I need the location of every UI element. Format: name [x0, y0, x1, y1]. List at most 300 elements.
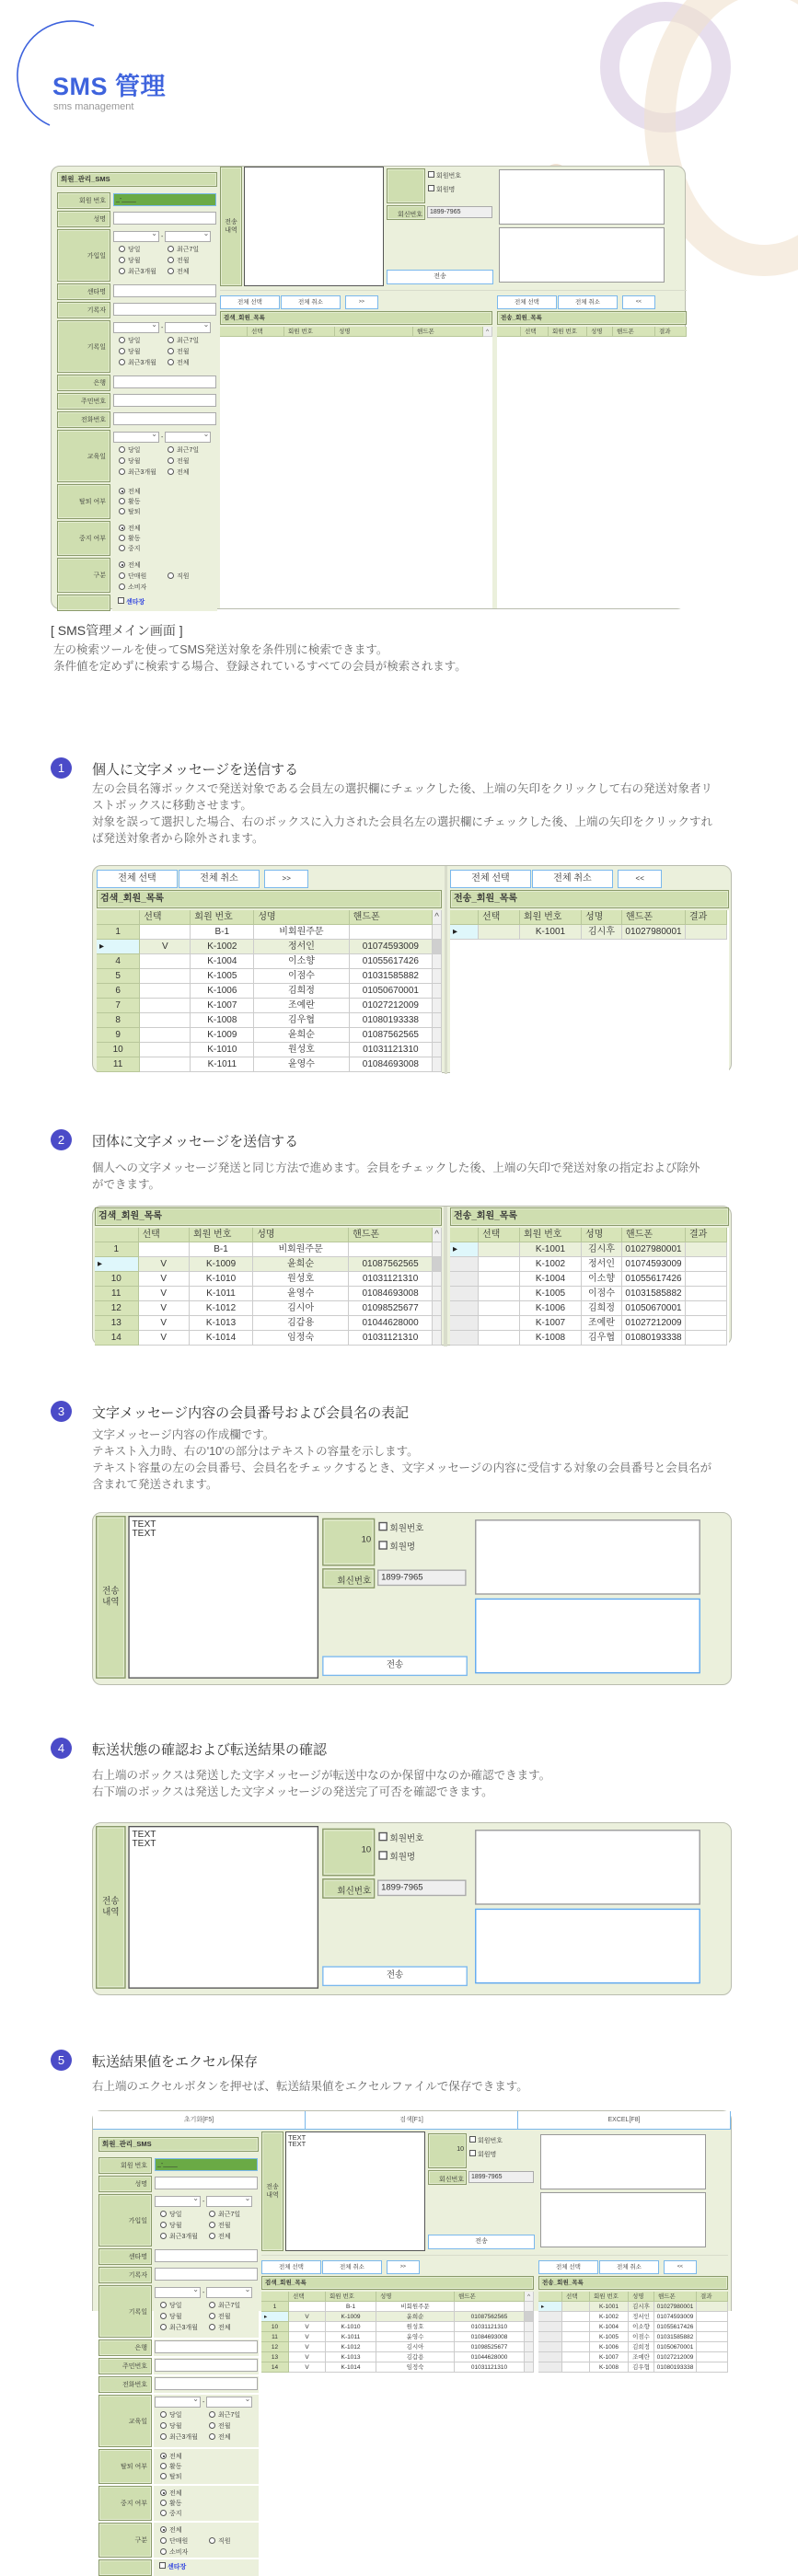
- radio-option[interactable]: [119, 533, 216, 543]
- table-cell: 윤영수: [254, 1057, 349, 1072]
- table-cell: V: [139, 1272, 190, 1287]
- table-cell: [139, 1242, 190, 1257]
- scrollbar[interactable]: [525, 2352, 534, 2362]
- radio-option[interactable]: [160, 2547, 209, 2557]
- toolbar-button-excel[interactable]: EXCEL[F8]: [518, 2111, 731, 2129]
- table-row[interactable]: [97, 1028, 442, 1043]
- bank-input[interactable]: [155, 2340, 258, 2353]
- table-cell: 01074593009: [350, 940, 434, 954]
- result-box: [475, 1599, 700, 1674]
- table-row[interactable]: [261, 2322, 534, 2332]
- scrollbar[interactable]: [433, 1316, 442, 1331]
- radio-option[interactable]: [209, 2300, 258, 2310]
- date-from-select[interactable]: [155, 2287, 201, 2298]
- message-textarea[interactable]: TEXT TEXT: [285, 2131, 425, 2251]
- table-row[interactable]: [538, 2332, 728, 2342]
- scrollbar[interactable]: [433, 1057, 442, 1072]
- radio-icon: [119, 561, 125, 568]
- radio-icon: [209, 2411, 215, 2418]
- scrollbar[interactable]: [525, 2342, 534, 2352]
- table-row[interactable]: [97, 925, 442, 940]
- table-row[interactable]: [450, 1331, 729, 1346]
- deselect-all-button[interactable]: 전체 취소: [532, 870, 613, 888]
- column-header: 성명: [582, 1228, 622, 1242]
- table-cell: 10: [97, 1043, 140, 1057]
- search-list-panel: [97, 870, 442, 1074]
- radio-option[interactable]: [119, 346, 168, 356]
- table-cell: V: [140, 940, 191, 954]
- byte-count: 10: [322, 1519, 375, 1566]
- table-row[interactable]: [97, 940, 442, 954]
- byte-count: 10: [322, 1829, 375, 1877]
- table-cell: [140, 984, 191, 999]
- radio-option[interactable]: [119, 456, 168, 466]
- date-from-select[interactable]: [155, 2196, 201, 2207]
- radio-option[interactable]: [119, 506, 216, 516]
- table-cell: [697, 2302, 728, 2312]
- radio-label: 전체: [218, 2433, 231, 2441]
- table-row[interactable]: [538, 2302, 728, 2312]
- radio-option[interactable]: [160, 2322, 209, 2332]
- member-no-check[interactable]: [428, 171, 461, 180]
- radio-option[interactable]: [119, 543, 216, 553]
- radio-option[interactable]: [168, 445, 216, 455]
- toolbar-button-search[interactable]: 검색[F1]: [306, 2111, 518, 2129]
- move-right-button[interactable]: >>: [387, 2260, 420, 2274]
- radio-label: 최근7일: [177, 446, 200, 454]
- table-cell: K-1008: [520, 1331, 582, 1346]
- scrollbar[interactable]: [433, 940, 442, 954]
- scrollbar[interactable]: [433, 1043, 442, 1057]
- table-row[interactable]: [538, 2362, 728, 2373]
- radio-label: 전월: [218, 2313, 231, 2320]
- reply-number-input[interactable]: 1899-7965: [427, 206, 492, 218]
- form-row-join_date: 가입일 ⌄ - ⌄ 당일 최근7일 당월 전월 최근3개월 전체: [57, 229, 217, 282]
- radio-option[interactable]: [160, 2432, 209, 2442]
- radio-option[interactable]: [160, 2508, 258, 2518]
- step-badge: 4: [51, 1738, 72, 1759]
- radio-option[interactable]: [160, 2231, 209, 2241]
- column-header: 핸드폰: [654, 2292, 697, 2302]
- radio-icon: [119, 535, 125, 541]
- table-row[interactable]: [95, 1257, 442, 1272]
- scrollbar[interactable]: [433, 1301, 442, 1316]
- table-cell: 01044628000: [349, 1316, 433, 1331]
- resident_no-input[interactable]: [113, 394, 216, 407]
- table-cell: [140, 925, 191, 940]
- table-row[interactable]: [261, 2342, 534, 2352]
- table-cell: K-1014: [190, 1331, 253, 1346]
- table-row[interactable]: [95, 1272, 442, 1287]
- move-left-button[interactable]: <<: [622, 295, 655, 309]
- radio-option[interactable]: [119, 335, 168, 345]
- table-header-row: [97, 910, 442, 925]
- form-row-category: [98, 2523, 259, 2558]
- member-no-check[interactable]: [469, 2136, 503, 2145]
- table-cell: [479, 1331, 520, 1346]
- recorder-input[interactable]: [155, 2268, 258, 2281]
- member_no-input[interactable]: _-____: [113, 193, 216, 206]
- select-all-button[interactable]: 전체 선택: [97, 870, 178, 888]
- scroll-up-icon[interactable]: ^: [483, 327, 492, 337]
- radio-option[interactable]: [168, 571, 216, 581]
- table-cell: K-1005: [590, 2332, 629, 2342]
- send-button[interactable]: 전송: [428, 2235, 535, 2249]
- table-cell: K-1013: [190, 1316, 253, 1331]
- field-label: 은행: [57, 375, 110, 391]
- radio-icon: [119, 525, 125, 531]
- date-to-select[interactable]: [165, 322, 211, 333]
- table-row[interactable]: [538, 2312, 728, 2322]
- member_no-input[interactable]: _-____: [155, 2158, 258, 2171]
- bank-input[interactable]: [113, 375, 216, 388]
- move-right-button[interactable]: >>: [264, 870, 308, 888]
- table-cell: 01050670001: [654, 2342, 697, 2352]
- scrollbar[interactable]: [525, 2332, 534, 2342]
- phone-input[interactable]: [155, 2377, 258, 2390]
- center_name-input[interactable]: [155, 2249, 258, 2262]
- deselect-all-button[interactable]: 전체 취소: [179, 870, 260, 888]
- table-row[interactable]: [450, 1316, 729, 1331]
- search-list-title: 검색_회원_목록: [97, 890, 442, 908]
- select-all-button[interactable]: 전체 선택: [450, 870, 531, 888]
- radio-option[interactable]: [160, 2420, 209, 2431]
- message-block: [220, 167, 687, 286]
- radio-option[interactable]: [168, 346, 216, 356]
- radio-option[interactable]: [119, 582, 168, 592]
- column-header: 선택: [562, 2292, 590, 2302]
- table-row[interactable]: [261, 2332, 534, 2342]
- radio-option[interactable]: [119, 266, 168, 276]
- table-cell: 1: [97, 925, 140, 940]
- phone-input[interactable]: [113, 412, 216, 425]
- table-cell: K-1007: [590, 2352, 629, 2362]
- date-from-select[interactable]: [113, 432, 159, 443]
- deselect-all-button[interactable]: 전체 취소: [322, 2260, 382, 2274]
- table-cell: 01055617426: [622, 1272, 686, 1287]
- table-cell: 12: [261, 2342, 289, 2352]
- date-from-select[interactable]: [113, 322, 159, 333]
- checkbox-icon: [378, 1541, 387, 1550]
- radio-option[interactable]: [168, 255, 216, 265]
- scrollbar[interactable]: [433, 925, 442, 940]
- scrollbar[interactable]: [433, 984, 442, 999]
- radio-option[interactable]: [160, 2451, 258, 2461]
- date-from-select[interactable]: [155, 2397, 201, 2408]
- table-row[interactable]: [450, 1257, 729, 1272]
- scroll-up-icon[interactable]: ^: [525, 2292, 534, 2302]
- select-all-button[interactable]: 전체 선택: [497, 295, 557, 309]
- column-header: 회원 번호: [190, 1228, 253, 1242]
- column-header: 선택: [248, 327, 284, 337]
- message-textarea[interactable]: TEXT TEXT: [128, 1516, 318, 1679]
- checkbox-icon: [469, 2136, 476, 2143]
- radio-icon: [209, 2302, 215, 2308]
- reply-number-input[interactable]: 1899-7965: [377, 1569, 467, 1586]
- radio-option[interactable]: [168, 244, 216, 254]
- radio-option[interactable]: [209, 2536, 258, 2546]
- member-no-check[interactable]: [378, 1522, 423, 1535]
- table-cell: [686, 1242, 727, 1257]
- radio-label: 탈퇴: [128, 508, 141, 515]
- radio-option[interactable]: [168, 266, 216, 276]
- status-box: [540, 2134, 706, 2189]
- scrollbar[interactable]: [433, 1331, 442, 1346]
- table-row[interactable]: [97, 999, 442, 1013]
- scrollbar[interactable]: [433, 954, 442, 969]
- send-button[interactable]: 전송: [387, 270, 493, 284]
- date-to-select[interactable]: [165, 432, 211, 443]
- table-row[interactable]: [450, 1287, 729, 1301]
- toolbar-button-reset[interactable]: 초기화[F5]: [93, 2111, 306, 2129]
- table-row[interactable]: [261, 2352, 534, 2362]
- center-head-checkbox[interactable]: [159, 2562, 166, 2569]
- column-header: 회원 번호: [326, 2292, 376, 2302]
- radio-option[interactable]: [160, 2536, 209, 2546]
- table-row[interactable]: [97, 1057, 442, 1072]
- radio-option[interactable]: [209, 2311, 258, 2321]
- table-row[interactable]: [97, 954, 442, 969]
- field-label: 기록일: [98, 2285, 152, 2338]
- date-to-select[interactable]: [206, 2397, 252, 2408]
- radio-option[interactable]: [160, 2498, 258, 2508]
- radio-option[interactable]: [119, 445, 168, 455]
- scrollbar[interactable]: [433, 1272, 442, 1287]
- table-cell: [140, 954, 191, 969]
- send-button[interactable]: 전송: [322, 1966, 468, 1986]
- radio-label: 당월: [128, 457, 141, 465]
- radio-option[interactable]: [119, 486, 216, 496]
- member-name-check[interactable]: [428, 185, 455, 194]
- radio-label: 당월: [169, 2422, 182, 2430]
- column-header: 성명: [629, 2292, 654, 2302]
- radio-option[interactable]: [119, 523, 216, 533]
- radio-option[interactable]: [209, 2432, 258, 2442]
- table-row[interactable]: [538, 2322, 728, 2332]
- table-row[interactable]: [450, 1301, 729, 1316]
- scrollbar[interactable]: [433, 1287, 442, 1301]
- table-cell: 01027980001: [622, 925, 686, 940]
- message-textarea[interactable]: [244, 167, 384, 286]
- radio-icon: [168, 468, 174, 475]
- table-cell: [538, 2322, 562, 2332]
- field-label: 전화번호: [98, 2376, 152, 2393]
- table-cell: 정서인: [629, 2312, 654, 2322]
- radio-option[interactable]: [209, 2220, 258, 2230]
- radio-option[interactable]: [209, 2409, 258, 2420]
- table-cell: 13: [261, 2352, 289, 2362]
- column-header: 핸드폰: [622, 910, 686, 925]
- table-cell: K-1006: [191, 984, 254, 999]
- radio-icon: [119, 457, 125, 464]
- table-cell: 01031585882: [654, 2332, 697, 2342]
- table-cell: 윤영수: [253, 1287, 349, 1301]
- table-row[interactable]: [261, 2312, 534, 2322]
- scrollbar[interactable]: [433, 1242, 442, 1257]
- radio-label: 활동: [128, 535, 141, 542]
- table-cell: [538, 2362, 562, 2373]
- radio-label: 소비자: [128, 583, 147, 591]
- table-cell: K-1005: [520, 1287, 582, 1301]
- date-from-select[interactable]: [113, 231, 159, 242]
- radio-label: 활동: [169, 2500, 182, 2507]
- radio-option[interactable]: [119, 496, 216, 506]
- table-row[interactable]: [97, 984, 442, 999]
- select-all-button[interactable]: 전체 선택: [220, 295, 280, 309]
- table-row[interactable]: [538, 2342, 728, 2352]
- radio-option[interactable]: [160, 2409, 209, 2420]
- member-no-check[interactable]: [378, 1832, 423, 1845]
- reply-number-input[interactable]: 1899-7965: [468, 2171, 534, 2183]
- scrollbar[interactable]: [433, 1028, 442, 1043]
- table-cell: K-1006: [520, 1301, 582, 1316]
- radio-option[interactable]: [168, 456, 216, 466]
- radio-option[interactable]: [160, 2488, 258, 2498]
- table-cell: ▸ 3: [97, 940, 140, 954]
- recorder-input[interactable]: [113, 303, 216, 316]
- radio-option[interactable]: [160, 2461, 258, 2471]
- radio-option[interactable]: [160, 2220, 209, 2230]
- center-head-checkbox[interactable]: [118, 597, 124, 604]
- table-cell: B-1: [191, 925, 254, 940]
- table-cell: [686, 1331, 727, 1346]
- scrollbar[interactable]: [433, 999, 442, 1013]
- member-name-check[interactable]: [378, 1541, 415, 1554]
- table-cell: [349, 1242, 433, 1257]
- radio-option[interactable]: [119, 467, 168, 477]
- table-row[interactable]: [97, 1013, 442, 1028]
- field-label: 구분: [98, 2523, 152, 2558]
- radio-option[interactable]: [209, 2209, 258, 2219]
- scroll-up-icon[interactable]: ^: [433, 910, 442, 925]
- radio-option[interactable]: [119, 357, 168, 367]
- table-row[interactable]: [95, 1301, 442, 1316]
- table-cell: 5: [97, 969, 140, 984]
- field-label: 성명: [98, 2176, 152, 2192]
- radio-option[interactable]: [119, 244, 168, 254]
- member-name-check[interactable]: [469, 2150, 496, 2159]
- scrollbar[interactable]: [433, 1257, 442, 1272]
- table-cell: K-1008: [191, 1013, 254, 1028]
- table-row[interactable]: [95, 1331, 442, 1346]
- deselect-all-button[interactable]: 전체 취소: [599, 2260, 659, 2274]
- status-box: [475, 1830, 700, 1905]
- radio-option[interactable]: [160, 2524, 258, 2535]
- table-row[interactable]: [450, 1242, 729, 1257]
- table-row[interactable]: [95, 1242, 442, 1257]
- column-header: 성명: [582, 910, 622, 925]
- table-row[interactable]: [261, 2362, 534, 2373]
- scrollbar[interactable]: [525, 2312, 534, 2322]
- radio-icon: [119, 508, 125, 514]
- message-textarea[interactable]: TEXT TEXT: [128, 1826, 318, 1989]
- step-text: 左の会員名簿ボックスで発送対象である会員左の選択欄にチェックした後、上端の矢印をクリックして右の発送対象者リ ストボックスに移動させます。 対象を誤って選択した場合、右のボックスに入力された会員名左の選択欄にチェックした後、上端の矢印をクリックすれ ば発送対象者から除外されます。: [92, 782, 713, 845]
- radio-option[interactable]: [209, 2322, 258, 2332]
- table-row[interactable]: [450, 1272, 729, 1287]
- table-cell: 이소향: [582, 1272, 622, 1287]
- date-to-select[interactable]: [206, 2196, 252, 2207]
- date-to-select[interactable]: [165, 231, 211, 242]
- member-name-check[interactable]: [378, 1851, 415, 1864]
- radio-option[interactable]: [209, 2420, 258, 2431]
- radio-label: 활동: [169, 2463, 182, 2470]
- deselect-all-button[interactable]: 전체 취소: [558, 295, 618, 309]
- radio-option[interactable]: [160, 2471, 258, 2481]
- table-row[interactable]: [95, 1287, 442, 1301]
- radio-icon: [160, 2211, 167, 2217]
- select-all-button[interactable]: 전체 선택: [538, 2260, 598, 2274]
- form-row-join_date: 가입일 ⌄ - ⌄ 당일 최근7일 당월 전월 최근3개월 전체: [98, 2194, 259, 2247]
- reply-number-input[interactable]: 1899-7965: [377, 1879, 467, 1896]
- radio-option[interactable]: [168, 357, 216, 367]
- scrollbar[interactable]: [525, 2322, 534, 2332]
- form-row-bank: [57, 375, 217, 391]
- name-input[interactable]: [155, 2177, 258, 2189]
- radio-option[interactable]: [119, 560, 216, 570]
- move-left-button[interactable]: <<: [618, 870, 662, 888]
- radio-option[interactable]: [209, 2231, 258, 2241]
- table-row[interactable]: [538, 2352, 728, 2362]
- reply-number-label: 회신번호: [387, 205, 425, 220]
- table-cell: [450, 1257, 479, 1272]
- send-button[interactable]: 전송: [322, 1656, 468, 1676]
- table-cell: 01031121310: [350, 1043, 434, 1057]
- date-to-select[interactable]: [206, 2287, 252, 2298]
- radio-option[interactable]: [160, 2209, 209, 2219]
- deselect-all-button[interactable]: 전체 취소: [281, 295, 341, 309]
- table-row[interactable]: [95, 1316, 442, 1331]
- table-cell: 김시후: [629, 2302, 654, 2312]
- scrollbar[interactable]: [525, 2362, 534, 2373]
- column-header: 회원 번호: [549, 327, 587, 337]
- table-row[interactable]: [97, 1043, 442, 1057]
- form-row-edu_date: 교육일 ⌄ - ⌄ 당일 최근7일 당월 전월 최근3개월 전체: [57, 430, 217, 482]
- scrollbar[interactable]: [433, 1013, 442, 1028]
- table-cell: 조예란: [629, 2352, 654, 2362]
- radio-option[interactable]: [119, 571, 168, 581]
- table-cell: 윤희순: [376, 2312, 455, 2322]
- radio-option[interactable]: [160, 2311, 209, 2321]
- move-right-button[interactable]: >>: [345, 295, 378, 309]
- table-cell: 비회원주문: [376, 2302, 455, 2312]
- table-cell: [289, 2302, 326, 2312]
- name-input[interactable]: [113, 212, 216, 225]
- table-cell: [686, 1316, 727, 1331]
- send-member-table: [450, 910, 729, 1074]
- message-block: [96, 1826, 731, 1989]
- column-header: 회원 번호: [520, 1228, 582, 1242]
- move-left-button[interactable]: <<: [664, 2260, 697, 2274]
- column-header: 결과: [655, 327, 687, 337]
- table-cell: 김우협: [629, 2362, 654, 2373]
- table-row[interactable]: [450, 925, 729, 940]
- select-all-button[interactable]: 전체 선택: [261, 2260, 321, 2274]
- resident_no-input[interactable]: [155, 2359, 258, 2372]
- radio-option[interactable]: [168, 335, 216, 345]
- table-row[interactable]: [261, 2302, 534, 2312]
- center_name-input[interactable]: [113, 284, 216, 297]
- scrollbar[interactable]: [525, 2302, 534, 2312]
- table-row[interactable]: [97, 969, 442, 984]
- scrollbar[interactable]: [433, 969, 442, 984]
- table-cell: [479, 925, 520, 940]
- radio-option[interactable]: [119, 255, 168, 265]
- scroll-up-icon[interactable]: ^: [433, 1228, 442, 1242]
- table-cell: 비회원주문: [253, 1242, 349, 1257]
- radio-option[interactable]: [160, 2300, 209, 2310]
- table-cell: [350, 925, 434, 940]
- radio-option[interactable]: [168, 467, 216, 477]
